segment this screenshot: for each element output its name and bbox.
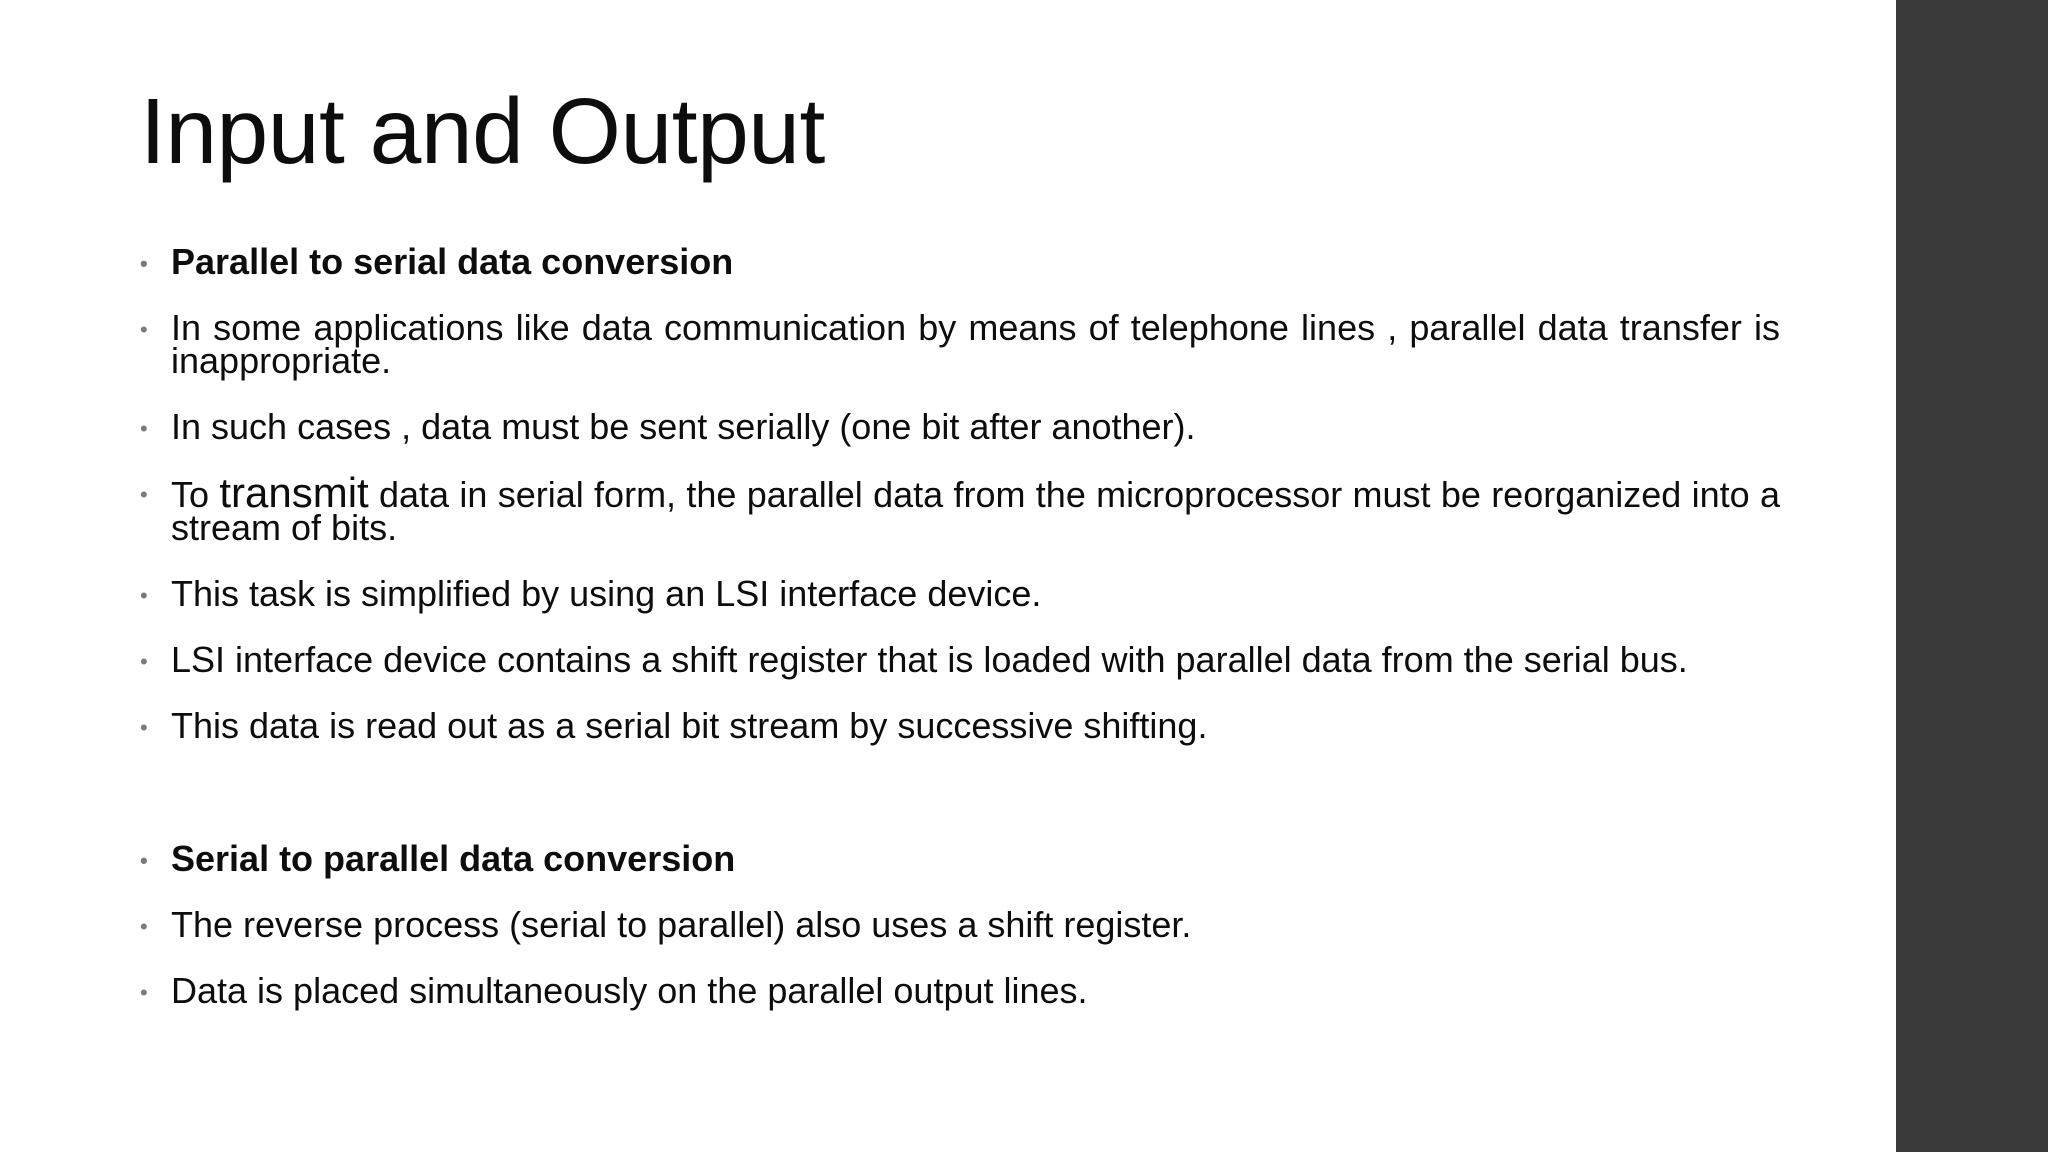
bullet-text: In some applications like data communication by means of telephone lines , parallel data transfer is inappropriate.: [171, 307, 1780, 381]
side-accent-bar: [1896, 0, 2048, 1152]
bullet-emphasized-word: transmit: [219, 469, 369, 516]
bullet-text: LSI interface device contains a shift register that is loaded with parallel data from the serial bus.: [171, 639, 1688, 680]
bullet-item: [140, 406, 1780, 447]
bullet-item: [140, 469, 1781, 548]
bullet-text: This task is simplified by using an LSI interface device.: [171, 573, 1042, 614]
bullet-dot-icon: •: [140, 251, 148, 276]
bullet-dot-icon: •: [140, 715, 148, 740]
bullet-text: Serial to parallel data conversion: [171, 838, 736, 879]
bullet-text-after: data in serial form, the parallel data from the microprocessor must be reorganized into a stream of bits.: [171, 474, 1781, 548]
bullet-text: Data is placed simultaneously on the parallel output lines.: [171, 970, 1088, 1011]
bullet-text: In such cases , data must be sent serially (one bit after another).: [171, 406, 1196, 447]
bullet-dot-icon: •: [140, 583, 148, 608]
bullet-dot-icon: •: [140, 848, 148, 873]
bullet-dot-icon: •: [140, 980, 148, 1005]
bullet-text: The reverse process (serial to parallel) also uses a shift register.: [171, 904, 1192, 945]
bullet-item: [140, 705, 1780, 746]
bullet-dot-icon: •: [140, 914, 148, 939]
bullet-item: [140, 904, 1780, 945]
bullet-list: [140, 241, 1781, 1040]
slide-title: Input and Output: [140, 79, 825, 183]
bullet-item: [140, 307, 1780, 381]
bullet-dot-icon: •: [140, 649, 148, 674]
bullet-dot-icon: •: [140, 317, 148, 342]
bullet-heading-serial-to-parallel: [140, 838, 1780, 879]
bullet-item: [140, 639, 1780, 680]
bullet-dot-icon: •: [140, 482, 148, 507]
bullet-item: [140, 573, 1780, 614]
bullet-text: Parallel to serial data conversion: [171, 241, 734, 282]
bullet-text: This data is read out as a serial bit stream by successive shifting.: [171, 705, 1208, 746]
bullet-heading-parallel-to-serial: [140, 241, 1780, 282]
bullet-text-before: To: [171, 474, 220, 515]
bullet-dot-icon: •: [140, 416, 148, 441]
bullet-item: [140, 970, 1780, 1011]
